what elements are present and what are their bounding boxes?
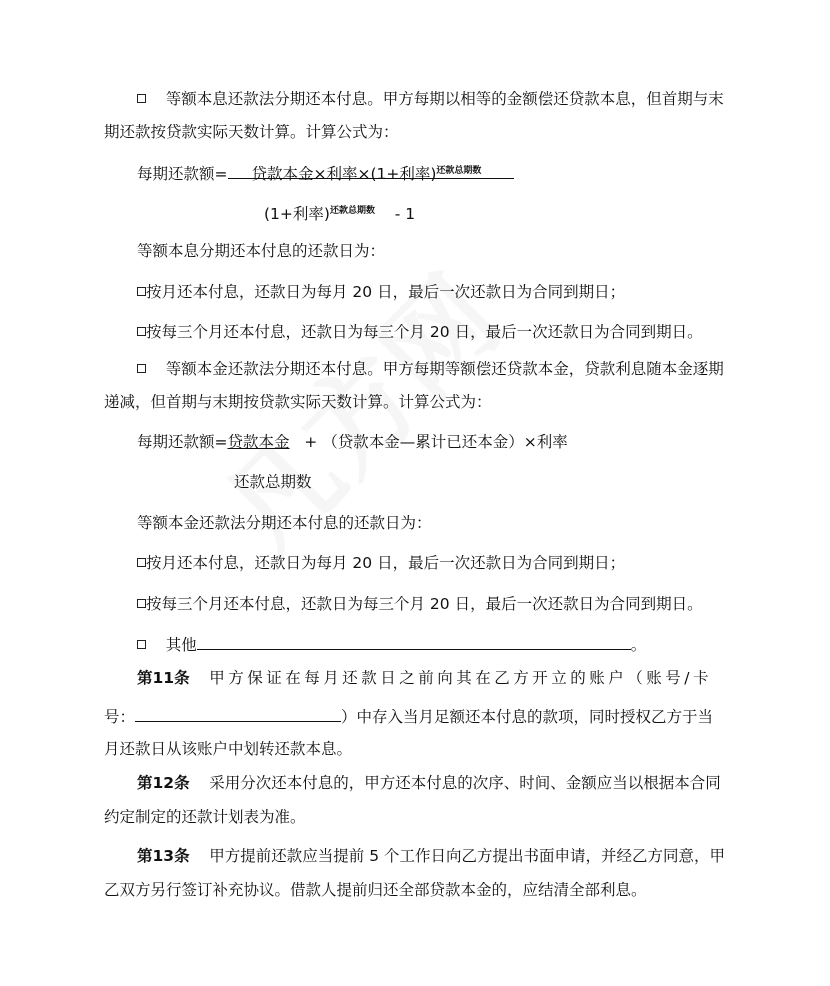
paragraph-text: 月还款日从该账户中划转还款本息。 [104,740,353,758]
article-title: 第13条 [137,847,190,865]
article-12: 第12条 采用分次还本付息的，甲方还本付息的次序、时间、金额应当以根据本合同 [137,774,721,792]
option-other: 其他 。 [137,631,646,656]
article-title: 第11条 [137,669,190,687]
checkbox-icon[interactable] [137,94,146,103]
article-11-line-2: 号： ）中存入当月足额还本付息的款项，同时授权乙方于当 [104,703,713,728]
option-quarterly-1: 按每三个月还本付息，还款日为每三个月 20 日，最后一次还款日为合同到期日。 [137,321,703,343]
paragraph-text: 等额本金还款法分期还本付息的还款日为： [137,514,432,532]
other-input-blank[interactable] [197,631,631,650]
option-equal-installment [137,88,724,110]
paragraph-text: 等额本息还款法分期还本付息。甲方每期以相等的金额偿还贷款本息，但首期与末 [165,90,724,108]
paragraph-text: 乙双方另行签订补充协议。借款人提前归还全部贷款本金的，应结清全部利息。 [104,881,647,899]
paragraph-text: 递减，但首期与末期按贷款实际天数计算。计算公式为： [104,393,492,411]
checkbox-icon[interactable] [137,640,146,649]
checkbox-icon[interactable] [137,599,146,608]
option-monthly-2: 按月还本付息，还款日为每月 20 日，最后一次还款日为合同到期日； [137,552,625,574]
article-title: 第12条 [137,774,190,792]
account-number-blank[interactable] [135,703,341,722]
article-13: 第13条 甲方提前还款应当提前 5 个工作日向乙方提出书面申请，并经乙方同意，甲 [137,847,726,865]
formula-2-numerator: 每期还款额=贷款本金 + （贷款本金—累计已还本金）×利率 [137,433,568,451]
checkbox-icon[interactable] [137,558,146,567]
paragraph-text: 等额本息分期还本付息的还款日为： [137,242,386,260]
article-11: 第11条 甲方保证在每月还款日之前向其在乙方开立的账户（账号/卡 [137,669,713,687]
formula-1-denominator: (1+利率)$^{还款总期数}$ - 1 [264,205,416,223]
checkbox-icon[interactable] [137,364,146,373]
checkbox-icon[interactable] [137,327,146,336]
option-quarterly-2: 按每三个月还本付息，还款日为每三个月 20 日，最后一次还款日为合同到期日。 [137,593,703,615]
option-monthly-1: 按月还本付息，还款日为每月 20 日，最后一次还款日为合同到期日； [137,281,625,303]
paragraph-text: 约定制定的还款计划表为准。 [104,808,306,826]
paragraph-text: 等额本金还款法分期还本付息。甲方每期等额偿还贷款本金，贷款利息随本金逐期 [165,360,724,378]
formula-2-denominator: 还款总期数 [234,473,312,491]
option-equal-principal [137,358,724,380]
formula-1-numerator: 每期还款额= 贷款本金×利率×(1+利率)$^{还款总期数}$ [137,160,514,185]
checkbox-icon[interactable] [137,287,146,296]
paragraph-text: 期还款按贷款实际天数计算。计算公式为： [104,123,399,141]
